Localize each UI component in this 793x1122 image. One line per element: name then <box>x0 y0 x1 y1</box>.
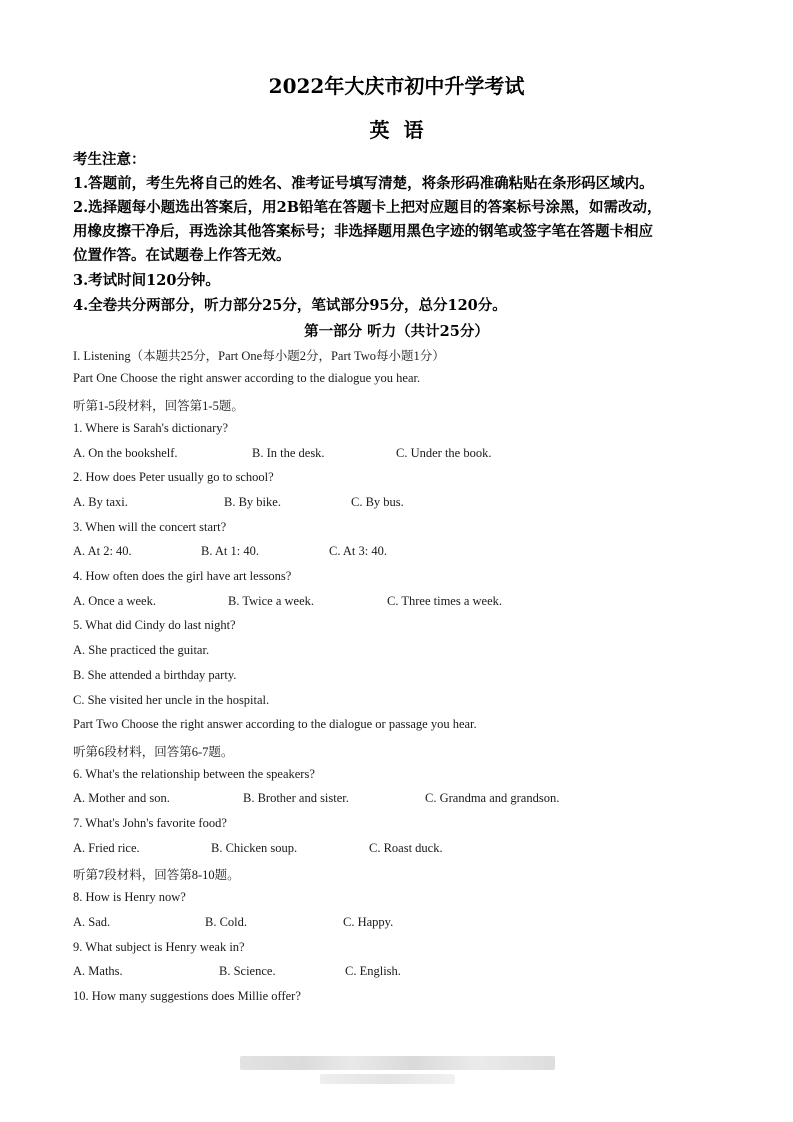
q1-option-a: A. On the bookshelf. <box>73 446 178 460</box>
part-two-subinstruction-7: 听第7段材料，回答第8-10题。 <box>73 868 240 882</box>
q6-option-a: A. Mother and son. <box>73 791 170 805</box>
question-6: 6. What's the relationship between the speakers? <box>73 767 315 781</box>
q4-option-c: C. Three times a week. <box>387 594 503 608</box>
notice-line-4: 位置作答。在试题卷上作答无效。 <box>73 247 291 264</box>
exam-subject: 英语 <box>369 118 438 142</box>
question-3: 3. When will the concert start? <box>73 520 227 534</box>
q3-option-a: A. At 2: 40. <box>73 544 132 558</box>
q4-option-a: A. Once a week. <box>73 594 156 608</box>
question-1: 1. Where is Sarah's dictionary? <box>73 421 229 435</box>
q7-option-a: A. Fried rice. <box>73 841 140 855</box>
notice-line-5: 3.考试时间120分钟。 <box>73 272 220 289</box>
q1-option-b: B. In the desk. <box>252 446 325 460</box>
notice-line-6: 4.全卷共分两部分，听力部分25分，笔试部分95分，总分120分。 <box>73 297 507 314</box>
part-two-subinstruction-6: 听第6段材料，回答第6-7题。 <box>73 745 234 759</box>
q5-option-a: A. She practiced the guitar. <box>73 643 210 657</box>
q1-option-c: C. Under the book. <box>396 446 492 460</box>
q8-option-a: A. Sad. <box>73 915 111 929</box>
q5-option-b: B. She attended a birthday party. <box>73 668 237 682</box>
q5-option-c: C. She visited her uncle in the hospital. <box>73 693 270 707</box>
watermark <box>240 1056 555 1070</box>
q4-option-b: B. Twice a week. <box>228 594 315 608</box>
notice-line-1: 1.答题前，考生先将自己的姓名、准考证号填写清楚，将条形码准确粘贴在条形码区域内。 <box>73 175 654 192</box>
q2-option-b: B. By bike. <box>224 495 281 509</box>
q9-option-b: B. Science. <box>219 964 276 978</box>
question-9: 9. What subject is Henry weak in? <box>73 940 245 954</box>
q7-option-c: C. Roast duck. <box>369 841 443 855</box>
q9-option-a: A. Maths. <box>73 964 123 978</box>
q3-option-b: B. At 1: 40. <box>201 544 259 558</box>
section-heading: 第一部分 听力（共计25分） <box>304 323 489 340</box>
q2-option-c: C. By bus. <box>351 495 404 509</box>
question-7: 7. What's John's favorite food? <box>73 816 227 830</box>
watermark-secondary <box>320 1074 455 1084</box>
exam-title: 2022年大庆市初中升学考试 <box>268 74 525 98</box>
q8-option-b: B. Cold. <box>205 915 248 929</box>
q6-option-c: C. Grandma and grandson. <box>425 791 560 805</box>
question-5: 5. What did Cindy do last night? <box>73 618 236 632</box>
q7-option-b: B. Chicken soup. <box>211 841 298 855</box>
question-10: 10. How many suggestions does Millie offer? <box>73 989 301 1003</box>
question-8: 8. How is Henry now? <box>73 890 186 904</box>
q6-option-b: B. Brother and sister. <box>243 791 349 805</box>
part-one-subinstruction: 听第1-5段材料，回答第1-5题。 <box>73 399 244 413</box>
notice-line-2: 2.选择题每小题选出答案后，用2B铅笔在答题卡上把对应题目的答案标号涂黑，如需改动， <box>73 199 662 216</box>
part-two-instruction: Part Two Choose the right answer according to the dialogue or passage you hear. <box>73 717 477 731</box>
q9-option-c: C. English. <box>345 964 401 978</box>
q8-option-c: C. Happy. <box>343 915 394 929</box>
question-4: 4. How often does the girl have art lessons? <box>73 569 292 583</box>
q2-option-a: A. By taxi. <box>73 495 128 509</box>
notice-line-3: 用橡皮擦干净后，再选涂其他答案标号；非选择题用黑色字迹的钢笔或签字笔在答题卡相应 <box>73 223 653 240</box>
listening-intro: I. Listening（本题共25分，Part One每小题2分，Part Two每小题1分） <box>73 349 445 363</box>
question-2: 2. How does Peter usually go to school? <box>73 470 274 484</box>
q3-option-c: C. At 3: 40. <box>329 544 387 558</box>
part-one-instruction: Part One Choose the right answer according to the dialogue you hear. <box>73 371 421 385</box>
notice-heading: 考生注意： <box>73 151 146 168</box>
